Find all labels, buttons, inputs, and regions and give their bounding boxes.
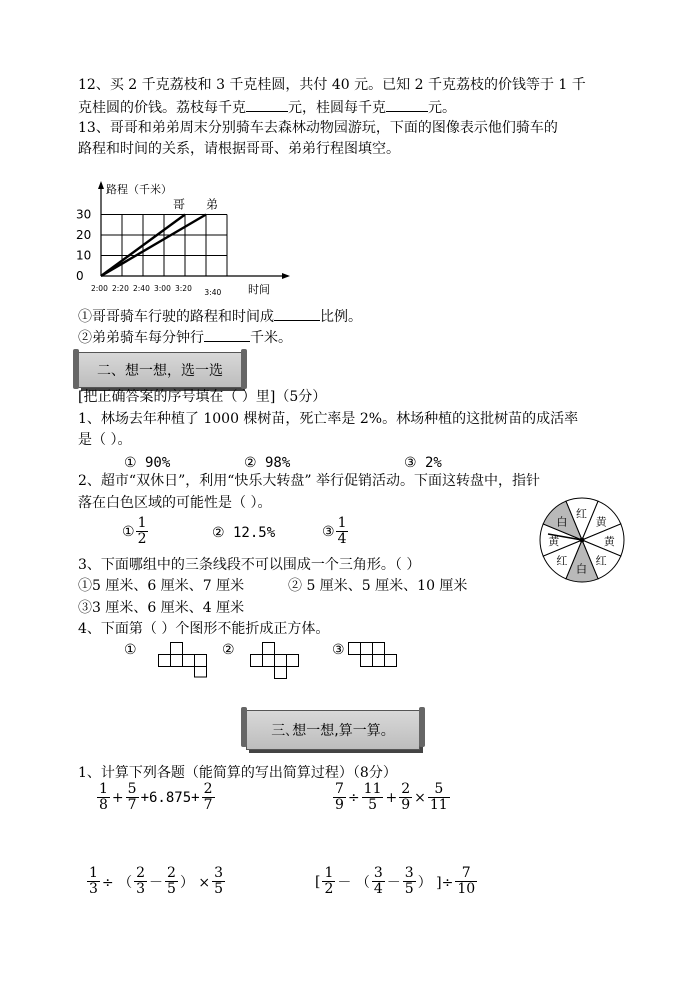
expression-2 xyxy=(332,782,451,813)
e4-frac-1: $\frac{1}{2}$ xyxy=(324,865,334,897)
cube-net-2[interactable] xyxy=(250,642,302,680)
spinner-hub xyxy=(580,538,585,543)
s2-q2-line1: 2、超市“双休日”，利用“快乐大转盘” 举行促销活动。下面这转盘中，指针 xyxy=(78,473,540,489)
section2-instruction: [把正确答案的序号填在（ ）里]（5分） xyxy=(78,389,327,405)
y-tick-label: 10 xyxy=(76,248,92,263)
x-tick-label: 3:00 xyxy=(154,284,171,293)
e3-frac-2: $\frac{2}{3}$ xyxy=(136,865,146,897)
e4-open-bracket: [ xyxy=(315,873,321,890)
x-axis-arrow xyxy=(282,273,290,279)
fraction-one-half xyxy=(136,516,149,547)
x-tick-label: 3:40 xyxy=(204,288,222,297)
e3-op-2: － xyxy=(149,874,164,891)
s2-q1-option-3[interactable]: ③ 2% xyxy=(404,455,442,471)
net-2-label: ② xyxy=(222,642,235,658)
proportion-blank[interactable] xyxy=(274,306,320,321)
q13-line1: 13、哥哥和弟弟周末分别骑车去森林动物园游玩，下面的图像表示他们骑车的 xyxy=(78,120,558,136)
q12-text-a: 克桂圆的价钱。荔枝每千克 xyxy=(78,100,246,116)
e1-frac-3: $\frac{2}{7}$ xyxy=(203,781,213,813)
section2-banner xyxy=(78,352,242,388)
e1-frac-1: $\frac{1}{8}$ xyxy=(99,781,108,813)
e1-op-1: + xyxy=(111,789,124,806)
numerator: 1 xyxy=(337,515,347,531)
series-label-1: 哥 xyxy=(173,197,186,212)
e3-frac-1: $\frac{1}{3}$ xyxy=(89,865,98,897)
denominator: 2 xyxy=(137,531,147,547)
y-axis-label: 路程（千米） xyxy=(106,183,172,196)
cube-net-1[interactable] xyxy=(158,642,210,678)
e3-op-3: ） × xyxy=(179,874,211,891)
expression-1 xyxy=(96,782,216,813)
x-tick-label: 2:00 xyxy=(91,284,108,293)
e4-frac-3: $\frac{3}{5}$ xyxy=(404,865,414,897)
s2-q2-option-3[interactable] xyxy=(322,516,349,547)
speed-blank[interactable] xyxy=(204,327,250,342)
s2-q1-line1: 1、林场去年种植了 1000 棵树苗，死亡率是 2%。林场种植的这批树苗的成活率 xyxy=(78,411,579,427)
wheel-sector-label: 白 xyxy=(576,562,587,576)
wheel-sector-label: 黄 xyxy=(603,535,615,548)
e4-frac-4: $\frac{7}{10}$ xyxy=(457,865,476,897)
q13-line2: 路程和时间的关系，请根据哥哥、弟弟行程图填空。 xyxy=(78,141,400,157)
q13-sub1 xyxy=(78,306,362,326)
section3-title: 三､想一想,算一算。 xyxy=(271,723,395,739)
q13-sub2-text-b: 千米。 xyxy=(250,330,292,346)
s2-q1-option-2[interactable]: ② 98% xyxy=(244,455,291,471)
wheel-sector-label: 红 xyxy=(576,507,587,521)
y-axis-arrow xyxy=(98,181,104,189)
q13-sub2 xyxy=(78,327,292,347)
e1-op-2: +6.875+ xyxy=(140,789,200,806)
expression-4 xyxy=(314,866,478,897)
wheel-sector-label: 黄 xyxy=(548,535,560,548)
net-3-label: ③ xyxy=(332,642,345,658)
option-1-marker: ① xyxy=(122,523,135,540)
section3-banner xyxy=(246,710,420,750)
wheel-sector-label: 白 xyxy=(556,515,568,529)
denominator: 4 xyxy=(337,531,347,547)
s2-q4-line1: 4、下面第（ ）个图形不能折成正方体。 xyxy=(78,621,330,637)
e2-frac-4: $\frac{5}{11}$ xyxy=(429,781,448,813)
q13-sub1-text-b: 比例。 xyxy=(320,309,362,325)
s2-q1-option-1[interactable]: ① 90% xyxy=(124,455,171,471)
s3-q1-line: 1、计算下列各题（能简算的写出简算过程）（8分） xyxy=(78,765,397,781)
wheel-sector-label: 黄 xyxy=(595,515,607,529)
e3-op-1: ÷ （ xyxy=(101,874,133,891)
series-line-2 xyxy=(101,215,206,277)
q12-line1: 12、买 2 千克荔枝和 3 千克桂圆，共付 40 元。已知 2 千克荔枝的价钱等于 1 千 xyxy=(78,77,586,93)
fraction-one-quarter xyxy=(336,516,349,547)
y-tick-label: 20 xyxy=(76,228,92,242)
x-tick-label: 2:20 xyxy=(112,284,129,293)
prize-spinner-wheel xyxy=(538,496,626,584)
e4-op-2: － xyxy=(386,874,401,891)
x-tick-label: 3:20 xyxy=(175,284,192,293)
e4-frac-2: $\frac{3}{4}$ xyxy=(373,865,383,897)
distance-time-chart xyxy=(70,175,300,303)
numerator: 1 xyxy=(137,515,147,531)
s2-q2-line2: 落在白色区域的可能性是（ ）。 xyxy=(78,495,272,511)
q12-line2 xyxy=(78,97,456,117)
s2-q3-line1: 3、下面哪组中的三条线段不可以围成一个三角形。（ ） xyxy=(78,557,421,573)
lychee-price-blank[interactable] xyxy=(246,97,288,112)
e2-op-2: + xyxy=(385,789,398,806)
series-label-2: 弟 xyxy=(206,197,219,212)
y-tick-label: 0 xyxy=(76,269,84,283)
cube-net-3[interactable] xyxy=(348,642,400,670)
longan-price-blank[interactable] xyxy=(386,97,428,112)
e4-op-1: － （ xyxy=(337,874,370,891)
s2-q3-option-1[interactable]: ①5 厘米、6 厘米、7 厘米 xyxy=(78,578,245,594)
x-tick-label: 2:40 xyxy=(133,284,150,293)
wheel-sector-label: 红 xyxy=(595,554,607,568)
y-tick-label: 30 xyxy=(76,207,92,222)
e2-op-1: ÷ xyxy=(347,789,360,806)
e2-op-3: × xyxy=(414,789,426,806)
e2-frac-1: $\frac{7}{9}$ xyxy=(335,781,344,813)
e3-frac-3: $\frac{2}{5}$ xyxy=(167,865,176,897)
q13-sub1-text-a: ①哥哥骑车行驶的路程和时间成 xyxy=(78,309,274,325)
wheel-sector-label: 红 xyxy=(556,554,568,568)
e1-frac-2: $\frac{5}{7}$ xyxy=(127,781,137,813)
expression-3 xyxy=(86,866,226,897)
s2-q3-option-3[interactable]: ③3 厘米、6 厘米、4 厘米 xyxy=(78,600,245,616)
s2-q3-option-2[interactable]: ② 5 厘米、5 厘米、10 厘米 xyxy=(288,578,468,594)
e2-frac-2: $\frac{11}{5}$ xyxy=(363,781,382,813)
net-1-label: ① xyxy=(124,642,137,658)
e2-frac-3: $\frac{2}{9}$ xyxy=(401,781,411,813)
s2-q1-line2: 是（ ）。 xyxy=(78,432,132,448)
e4-op-3: ） ]÷ xyxy=(417,874,454,891)
s2-q2-option-2[interactable]: ② 12.5% xyxy=(212,525,276,541)
x-axis-label: 时间 xyxy=(248,283,270,296)
q13-sub2-text-a: ②弟弟骑车每分钟行 xyxy=(78,330,204,346)
q12-text-c: 元。 xyxy=(428,100,456,116)
s2-q2-option-1[interactable] xyxy=(122,516,149,547)
section2-title: 二、想一想，选一选 xyxy=(97,363,223,379)
option-3-marker: ③ xyxy=(322,523,335,540)
q12-text-b: 元，桂圆每千克 xyxy=(288,100,386,116)
e3-frac-4: $\frac{3}{5}$ xyxy=(214,865,224,897)
